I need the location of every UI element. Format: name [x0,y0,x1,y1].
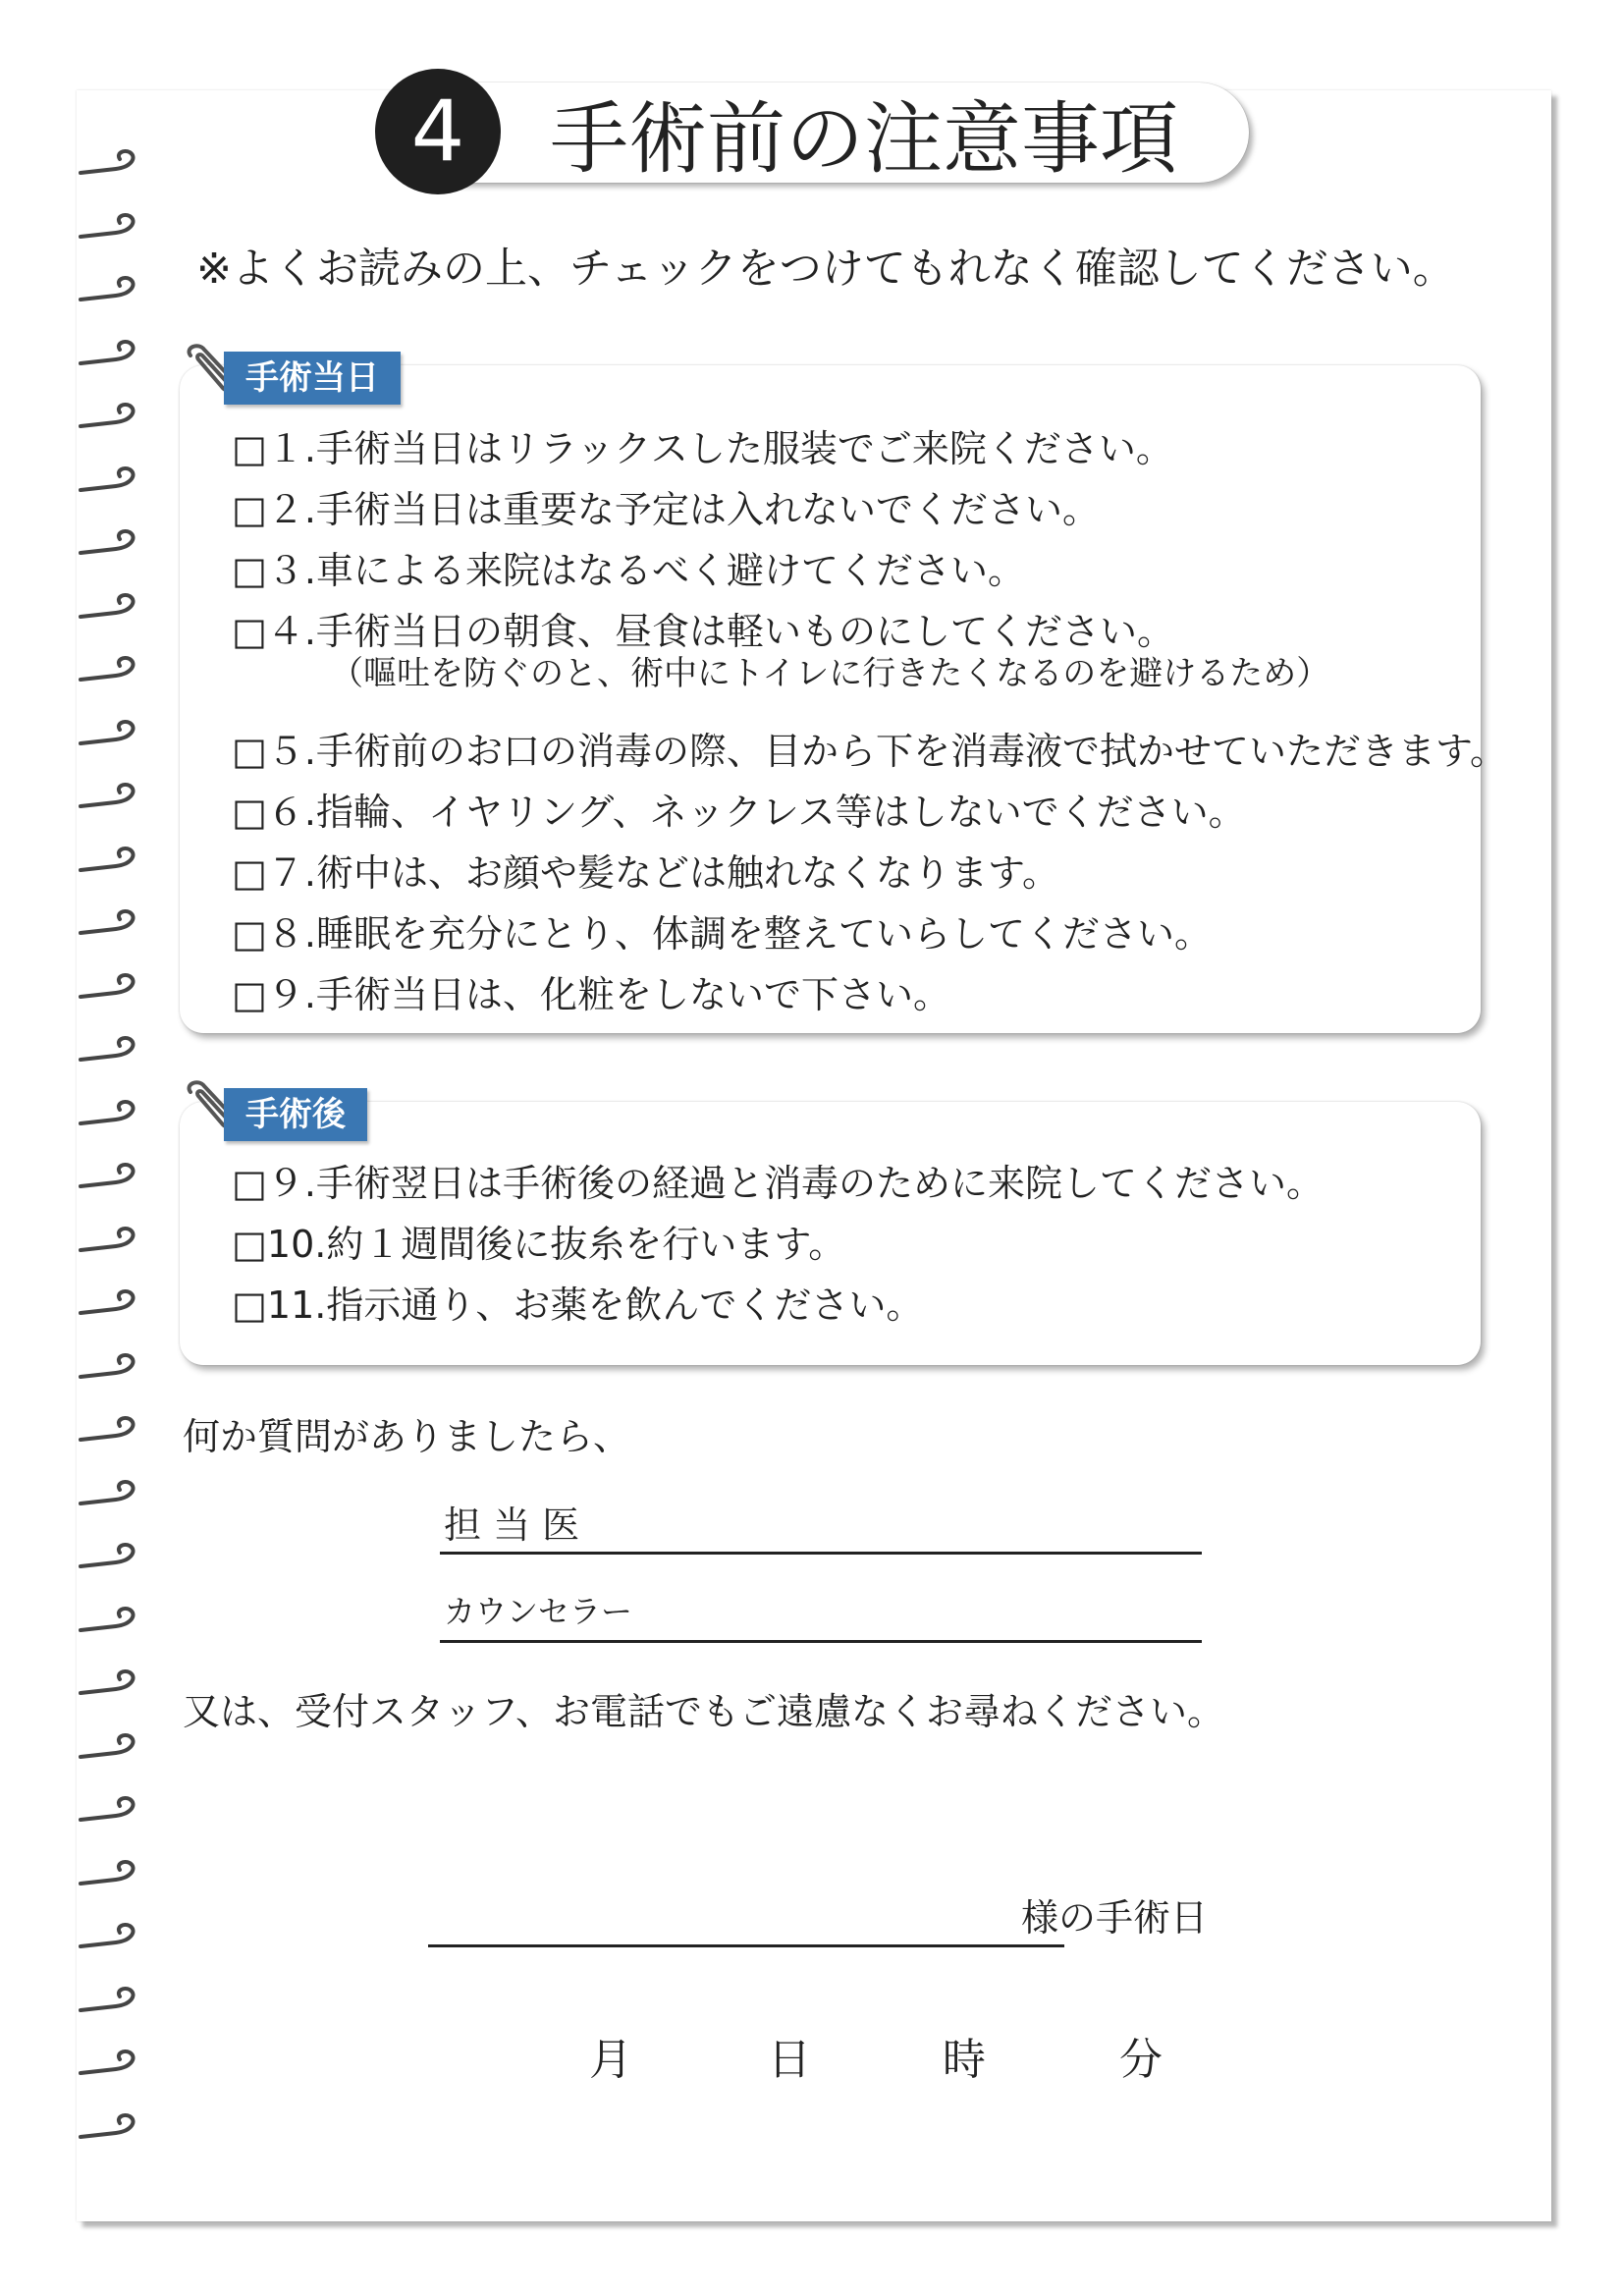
spiral-ring-icon [77,338,145,371]
minute-label: 分 [1119,2035,1163,2085]
checklist-item-6[interactable]: □６.指輪、イヤリング、ネックレス等はしないでください。 [232,791,1246,834]
notice-text: ※よくお読みの上、チェックをつけてもれなく確認してください。 [196,245,1455,294]
spiral-ring-icon [77,654,145,687]
spiral-ring-icon [77,907,145,941]
spiral-ring-icon [77,211,145,245]
spiral-ring-icon [77,971,145,1005]
spiral-ring-icon [77,1605,145,1638]
spiral-ring-icon [77,401,145,434]
counselor-name-line[interactable] [440,1640,1202,1643]
spiral-ring-icon [77,1287,145,1321]
checklist-item-8[interactable]: □８.睡眠を充分にとり、体調を整えていらしてください。 [232,912,1212,956]
section-number-badge: 4 [375,69,501,194]
after-item-9[interactable]: □９.手術翌日は手術後の経過と消毒のために来院してください。 [232,1162,1324,1205]
spiral-ring-icon [77,1414,145,1448]
spiral-ring-icon [77,781,145,814]
contact-intro: 何か質問がありましたら、 [183,1415,631,1458]
surgery-day-tag: 手術当日 [224,352,401,405]
spiral-ring-icon [77,2048,145,2081]
surgery-date-label: 様の手術日 [1021,1896,1209,1940]
checklist-item-7[interactable]: □７.術中は、お顔や髪などは触れなくなります。 [232,851,1059,895]
spiral-ring-icon [77,1667,145,1701]
spiral-ring-icon [77,147,145,181]
spiral-ring-icon [77,718,145,751]
page-title: 手術前の注意事項 [550,93,1178,185]
spiral-ring-icon [77,1794,145,1828]
contact-outro: 又は、受付スタッフ、お電話でもご遠慮なくお尋ねください。 [183,1690,1224,1733]
spiral-ring-icon [77,465,145,498]
spiral-ring-icon [77,1161,145,1194]
spiral-ring-icon [77,1225,145,1258]
spiral-ring-icon [77,591,145,625]
spiral-ring-icon [77,845,145,878]
day-label: 日 [768,2035,811,2085]
checklist-item-2[interactable]: □２.手術当日は重要な予定は入れないでください。 [232,488,1100,531]
doctor-name-line[interactable] [440,1552,1202,1555]
after-surgery-tag: 手術後 [224,1088,367,1141]
counselor-label: カウンセラー [444,1593,633,1630]
spiral-ring-icon [77,1921,145,1954]
spiral-binding [77,147,155,2210]
checklist-item-4[interactable]: □４.手術当日の朝食、昼食は軽いものにしてください。 [232,610,1174,653]
checklist-item-1[interactable]: □１.手術当日はリラックスした服装でご来院ください。 [232,427,1173,470]
spiral-ring-icon [77,1098,145,1131]
month-label: 月 [589,2035,632,2085]
patient-name-line[interactable] [428,1944,1064,1947]
spiral-ring-icon [77,1541,145,1574]
spiral-ring-icon [77,1034,145,1067]
spiral-ring-icon [77,1985,145,2018]
doctor-label: 担 当 医 [444,1503,580,1547]
checklist-item-9[interactable]: □９.手術当日は、化粧をしないで下さい。 [232,973,950,1016]
hour-label: 時 [943,2035,986,2085]
spiral-ring-icon [77,1351,145,1385]
spiral-ring-icon [77,274,145,307]
checklist-item-4-note: （嘔吐を防ぐのと、術中にトイレに行きたくなるのを避けるため） [330,654,1330,693]
spiral-ring-icon [77,2111,145,2145]
checklist-item-5[interactable]: □５.手術前のお口の消毒の際、目から下を消毒液で拭かせていただきます。 [232,730,1507,773]
checklist-item-3[interactable]: □３.車による来院はなるべく避けてください。 [232,549,1025,592]
spiral-ring-icon [77,1478,145,1511]
spiral-ring-icon [77,527,145,561]
after-item-11[interactable]: □11.指示通り、お薬を飲んでください。 [232,1284,924,1327]
spiral-ring-icon [77,1858,145,1891]
spiral-ring-icon [77,1731,145,1765]
after-item-10[interactable]: □10.約１週間後に抜糸を行います。 [232,1223,846,1266]
